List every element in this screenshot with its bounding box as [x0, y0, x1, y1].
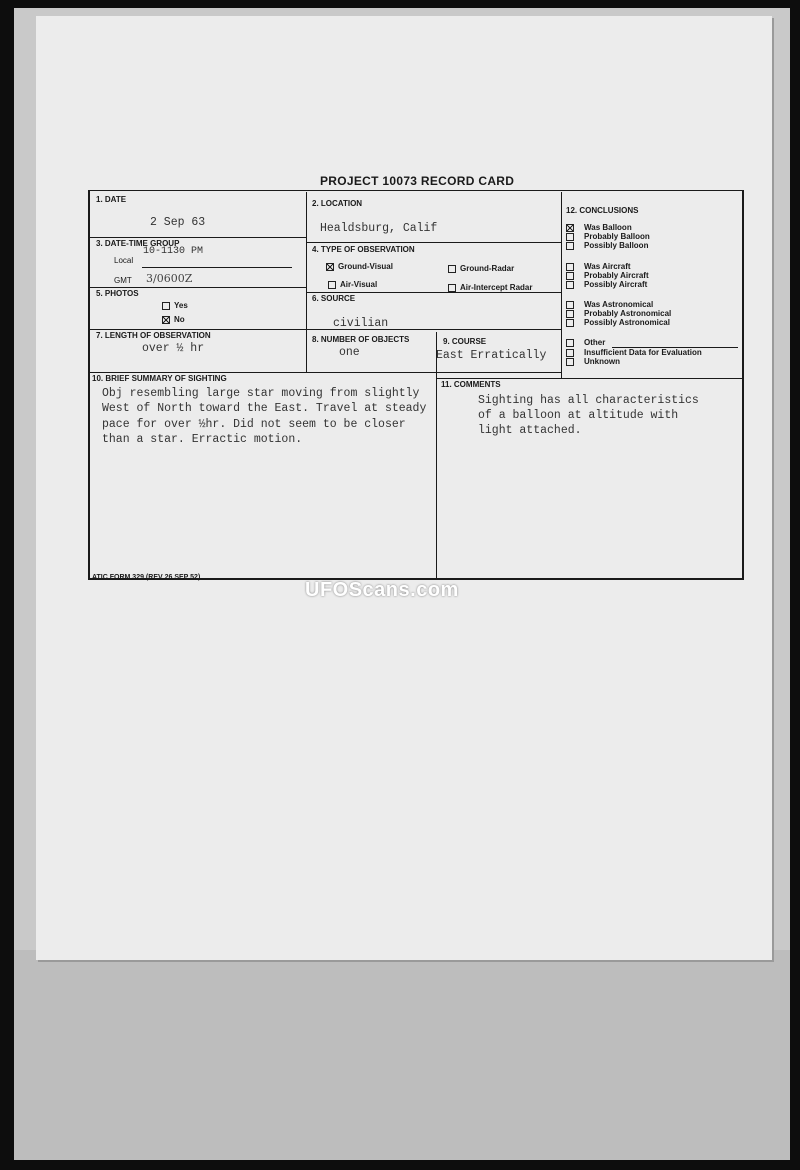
checkbox-checked [326, 263, 334, 271]
watermark: UFOScans.com [305, 579, 459, 601]
photos-label: 5. PHOTOS [96, 289, 139, 298]
dtg-local-line [142, 267, 292, 268]
summary-line: than a star. Erractic motion. [102, 433, 303, 446]
summary-line: Obj resembling large star moving from slightly [102, 387, 420, 400]
form-id: ATIC FORM 329 (REV 26 SEP 52) [92, 574, 201, 581]
photos-no-option: No [162, 315, 185, 324]
ground-radar-option: Ground-Radar [448, 264, 514, 273]
ground-visual-option: Ground-Visual [326, 262, 393, 271]
location-value: Healdsburg, Calif [320, 222, 438, 235]
length-label: 7. LENGTH OF OBSERVATION [96, 331, 211, 340]
divider [306, 242, 561, 243]
checkbox [566, 272, 574, 280]
checkbox-checked [162, 316, 170, 324]
checkbox [162, 302, 170, 310]
type-obs-label: 4. TYPE OF OBSERVATION [312, 245, 415, 254]
checkbox [566, 233, 574, 241]
num-objects-value: one [339, 346, 360, 359]
lower-sheet [14, 950, 790, 1160]
summary-line: pace for over ½hr. Did not seem to be closer [102, 418, 406, 431]
comments-line: Sighting has all characteristics [478, 394, 699, 407]
length-value: over ½ hr [142, 342, 205, 355]
possibly-balloon-option: Possibly Balloon [566, 241, 648, 250]
checkbox [448, 265, 456, 273]
insufficient-data-option: Insufficient Data for Evaluation [566, 348, 702, 357]
possibly-aircraft-option: Possibly Aircraft [566, 280, 647, 289]
checkbox [566, 319, 574, 327]
was-aircraft-option: Was Aircraft [566, 262, 631, 271]
checkbox [448, 284, 456, 292]
dtg-local-value: 10-1130 PM [143, 246, 204, 257]
checkbox [566, 349, 574, 357]
checkbox [566, 263, 574, 271]
probably-aircraft-option: Probably Aircraft [566, 271, 649, 280]
possibly-astronomical-option: Possibly Astronomical [566, 318, 670, 327]
divider [436, 332, 437, 578]
num-objects-label: 8. NUMBER OF OBJECTS [312, 335, 410, 344]
card-title: PROJECT 10073 RECORD CARD [320, 174, 515, 188]
dtg-label: 3. DATE-TIME GROUP [96, 239, 180, 248]
checkbox-checked [566, 224, 574, 232]
checkbox [566, 310, 574, 318]
divider [561, 192, 562, 378]
checkbox [566, 281, 574, 289]
probably-astronomical-option: Probably Astronomical [566, 309, 671, 318]
checkbox [566, 242, 574, 250]
divider [90, 329, 561, 330]
divider [436, 378, 743, 379]
air-visual-option: Air-Visual [328, 280, 377, 289]
comments-line: of a balloon at altitude with [478, 409, 679, 422]
checkbox [566, 301, 574, 309]
divider [90, 372, 561, 373]
source-value: civilian [333, 317, 389, 330]
divider [90, 237, 306, 238]
unknown-option: Unknown [566, 357, 620, 366]
dtg-gmt-value: 3/0600Z [146, 272, 193, 285]
dtg-gmt-label: GMT [114, 276, 132, 285]
summary-label: 10. BRIEF SUMMARY OF SIGHTING [92, 374, 227, 383]
conclusions-label: 12. CONCLUSIONS [566, 206, 639, 215]
was-balloon-option: Was Balloon [566, 223, 632, 232]
probably-balloon-option: Probably Balloon [566, 232, 650, 241]
course-label: 9. COURSE [443, 337, 487, 346]
summary-line: West of North toward the East. Travel at steady [102, 402, 427, 415]
date-value: 2 Sep 63 [150, 216, 206, 229]
course-value: East Erratically [436, 349, 547, 362]
divider [306, 192, 307, 372]
checkbox [566, 358, 574, 366]
was-astronomical-option: Was Astronomical [566, 300, 653, 309]
checkbox [328, 281, 336, 289]
source-label: 6. SOURCE [312, 294, 356, 303]
dtg-local-label: Local [114, 256, 134, 265]
air-intercept-radar-option: Air-Intercept Radar [448, 283, 532, 292]
photos-yes-option: Yes [162, 301, 188, 310]
comments-label: 11. COMMENTS [441, 380, 501, 389]
divider [306, 292, 561, 293]
checkbox [566, 339, 574, 347]
comments-line: light attached. [478, 424, 582, 437]
other-option: Other [566, 338, 605, 347]
dtg-gmt-line [142, 287, 292, 288]
location-label: 2. LOCATION [312, 199, 363, 208]
date-label: 1. DATE [96, 195, 127, 204]
